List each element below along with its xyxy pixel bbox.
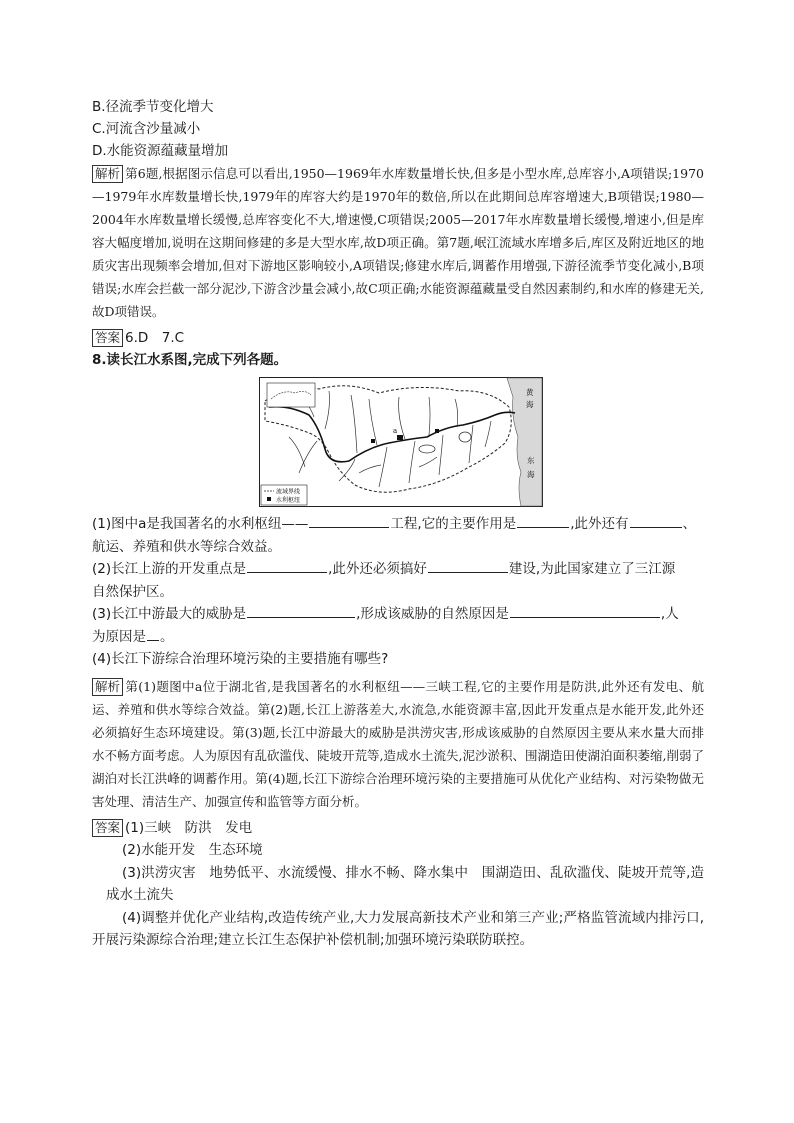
answer-8-4: (4)调整并优化产业结构,改造传统产业,大力发展高新技术产业和第三产业;严格监管流域内排污口,开展污染源综合治理;建立长江生态保护补偿机制;加强环境污染联防联控。 [92, 909, 704, 948]
answer-blank[interactable] [309, 513, 389, 528]
answer-text: 6.D 7.C [125, 330, 185, 346]
analysis-block-1 [92, 162, 704, 323]
answer-8-2: (2)水能开发 生态环境 [122, 842, 263, 858]
sea-label-1: 黄 [526, 388, 534, 397]
question-8-2: (2)长江上游的开发重点是 ,此外还必须搞好 建设,为此国家建立了三江源 自然保护区。 [92, 558, 704, 603]
answer-blank[interactable] [247, 603, 355, 618]
question-8-title: 8.读长江水系图,完成下列各题。 [92, 352, 288, 368]
analysis-tag: 解析 [92, 165, 123, 183]
answer-8-1: (1)三峡 防洪 发电 [125, 819, 253, 836]
document-page [92, 96, 704, 952]
answer-blank[interactable] [247, 558, 327, 573]
answer-blank[interactable] [517, 513, 569, 528]
map-icon [259, 377, 543, 507]
legend-dam: 水利枢纽 [276, 497, 301, 504]
answer-block-1 [92, 327, 704, 349]
legend-boundary: 流域界线 [276, 488, 301, 496]
answer-8-3: (3)洪涝灾害 地势低平、水流缓慢、排水不畅、降水集中 围湖造田、乱砍滥伐、陡坡开荒等,造成水土流失 [106, 864, 704, 903]
answer-tag: 答案 [92, 329, 123, 347]
answer-tag: 答案 [92, 819, 123, 837]
option-d: D.水能资源蕴藏量增加 [92, 143, 229, 159]
question-8-1: (1)图中a是我国著名的水利枢纽—— 工程,它的主要作用是 ,此外还有 、 航运、养殖和供水等综合效益。 [92, 513, 704, 558]
dam-marker [435, 429, 439, 433]
option-b: B.径流季节变化增大 [92, 99, 214, 115]
analysis-block-2 [92, 675, 704, 813]
answer-blank[interactable] [510, 603, 660, 618]
dongting-lake [419, 445, 435, 453]
analysis-text: 第(1)题图中a位于湖北省,是我国著名的水利枢纽——三峡工程,它的主要作用是防洪,此外还有发电、航运、养殖和供水等综合效益。第(2)题,长江上游落差大,水流急,水能资源丰富,因此开发重点是水能开发,此外还必须搞好生态环境建设。第(3)题,长江中游最大的威胁是洪涝灾害,形成该威胁的自然原因主要从来水量大而排水不畅方面考虑。人为原因有乱砍滥伐、陡坡开荒等,造成水土流失,泥沙淤积、围湖造田使湖泊面积萎缩,削弱了湖泊对长江洪峰的调蓄作用。第(4)题,长江下游综合治理环境污染的主要措施可从优化产业结构、对污染物做无害处理、清洁生产、加强宣传和监管等方面分析。 [92, 678, 704, 809]
answer-block-2 [92, 817, 704, 840]
question-8-3: (3)长江中游最大的威胁是 ,形成该威胁的自然原因是 ,人 为原因是 。 [92, 603, 704, 648]
option-c: C.河流含沙量减小 [92, 121, 201, 137]
yangtze-river-system-map [259, 377, 543, 507]
sea-label-2: 海 [526, 400, 534, 409]
map-inset [267, 383, 315, 407]
analysis-tag: 解析 [92, 678, 123, 696]
map-legend [261, 485, 307, 505]
poyang-lake [459, 432, 471, 442]
analysis-text: 第6题,根据图示信息可以看出,1950—1969年水库数量增长快,但多是小型水库,总库容小,A项错误;1970—1979年水库数量增长快,1979年的库容大约是1970年的数倍,所以在此期间总库容增速大,B项错误;1980—2004年水库数量增长缓慢,总库容变化不大,增速慢,C项错误;2005—2017年水库数量增长缓慢,增速小,但是库容大幅度增加,说明在这期间修建的多是大型水库,故D项正确。第7题,岷江流域水库增多后,库区及附近地区的地质灾害出现频率会增加,但对下游地区影响较小,A项错误;修建水库后,调蓄作用增强,下游径流季节变化减小,B项错误;水库会拦截一部分泥沙,下游含沙量会减小,故C项正确;水能资源蕴藏量受自然因素制约,和水库的修建无关,故D项错误。 [92, 166, 704, 319]
answer-blank[interactable] [428, 558, 508, 573]
sea-label-3: 东 [527, 456, 535, 465]
dam-a-label: a [393, 427, 398, 435]
answer-blank[interactable] [147, 626, 159, 641]
sea-label-4: 海 [527, 470, 535, 479]
dam-marker [371, 439, 375, 443]
answer-blank[interactable] [630, 513, 682, 528]
question-8-4: (4)长江下游综合治理环境污染的主要措施有哪些? [92, 651, 389, 667]
